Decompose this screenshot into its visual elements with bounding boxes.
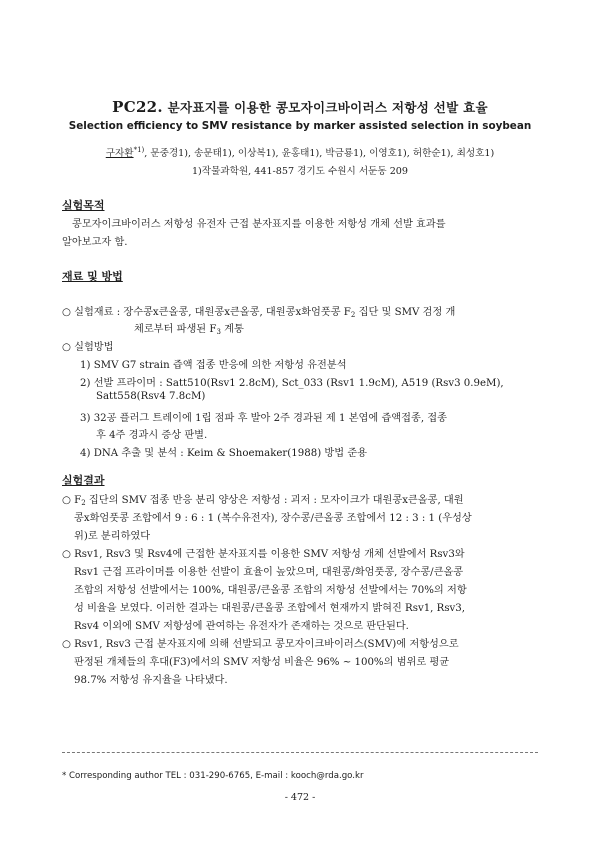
page-number: - 472 - — [284, 792, 316, 803]
material-text-d: 계통 — [220, 324, 244, 335]
material-subscript-2: 3 — [216, 328, 221, 336]
result-2-line-3: 조합의 저항성 선발에서는 100%, 대원콩/큰올콩 조합의 저항성 선발에서는 70%의 저항 — [74, 585, 467, 596]
result-1-subscript: 2 — [81, 499, 86, 507]
material-text-c: 체로부터 파생된 F — [134, 324, 217, 335]
result-2-line-1: ○ Rsv1, Rsv3 및 Rsv4에 근접한 분자표지를 이용한 SMV 저항성 개체 선발에서 Rsv3와 — [62, 549, 465, 560]
footnote-divider — [62, 752, 538, 753]
material-text-b: 집단 및 SMV 검정 개 — [355, 307, 456, 318]
material-text-a: ○ 실험재료 : 장수콩x큰올콩, 대원콩x큰올콩, 대원콩x화엄풋콩 F — [62, 307, 351, 318]
result-1-line-1 — [62, 491, 464, 507]
result-2-line-4: 성 비율을 보였다. 이러한 결과는 대원콩/큰올콩 조합에서 현재까지 밝혀진 Rsv1, Rsv3, — [74, 603, 466, 614]
result-2-line-2: Rsv1 근접 프라이머를 이용한 선발이 효율이 높았으며, 대원콩/화엄풋콩, 장수콩/큰올콩 — [74, 567, 464, 578]
objective-line-1: 콩모자이크바이러스 저항성 유전자 근접 분자표지를 이용한 저항성 개체 선발 효과를 — [72, 219, 446, 230]
section-heading-methods: 재료 및 방법 — [62, 270, 123, 283]
method-step-1: 1) SMV G7 strain 즙액 접종 반응에 의한 저항성 유전분석 — [80, 360, 347, 371]
material-subscript: 2 — [350, 311, 356, 319]
title-korean-text: 분자표지를 이용한 콩모자이크바이러스 저항성 선발 효율 — [167, 100, 488, 115]
methods-label: ○ 실험방법 — [62, 342, 114, 353]
method-step-3b: 후 4주 경과시 증상 판별. — [96, 430, 208, 441]
paper-title-english: Selection efficiency to SMV resistance by marker assisted selection in soybean — [68, 120, 532, 132]
methods-material-line-1 — [62, 303, 455, 319]
method-step-4: 4) DNA 추출 및 분석 : Keim & Shoemaker(1988) 방법 준용 — [80, 448, 368, 459]
result-1-prefix: ○ F — [62, 495, 82, 506]
method-step-3a: 3) 32공 플러그 트레이에 1립 점파 후 발아 2주 경과된 제 1 본엽에 즙액접종, 접종 — [80, 413, 447, 424]
section-heading-objective: 실험목적 — [62, 199, 105, 212]
affiliation: 1)작물과학원, 441-857 경기도 수원시 서둔동 209 — [191, 166, 409, 177]
method-step-2b: Satt558(Rsv4 7.8cM) — [96, 391, 206, 402]
method-step-2a: 2) 선발 프라이머 : Satt510(Rsv1 2.8cM), Sct_033 (Rsv1 1.9cM), A519 (Rsv3 0.9eM), — [80, 378, 504, 389]
corresponding-author-footnote: * Corresponding author TEL : 031-290-6765, E-mail : kooch@rda.go.kr — [62, 771, 364, 781]
other-authors: , 문중경1), 송문태1), 이상복1), 윤홍태1), 박금룡1), 이영호1), 허한순1), 최성호1) — [144, 148, 495, 159]
result-3-line-2: 판정된 개체들의 후대(F3)에서의 SMV 저항성 비율은 96% ~ 100%의 범위로 평균 — [74, 657, 450, 668]
result-3-line-3: 98.7% 저항성 유지율을 나타냈다. — [74, 675, 228, 686]
result-1-text: 집단의 SMV 접종 반응 분리 양상은 저항성 : 괴저 : 모자이크가 대원콩x큰올콩, 대원 — [85, 495, 464, 506]
objective-line-2: 알아보고자 함. — [62, 237, 128, 248]
section-heading-results: 실험결과 — [62, 474, 105, 487]
paper-code: PC22. — [112, 98, 163, 116]
result-3-line-1: ○ Rsv1, Rsv3 근접 분자표지에 의해 선발되고 콩모자이크바이러스(SMV)에 저항성으로 — [62, 639, 459, 650]
result-2-line-5: Rsv4 이외에 SMV 저항성에 관여하는 유전자가 존재하는 것으로 판단된다. — [74, 621, 409, 632]
first-author: 구자환 — [105, 148, 134, 159]
result-1-line-2: 콩x화엄풋콩 조합에서 9 : 6 : 1 (복수유전자), 장수콩/큰올콩 조합에서 12 : 3 : 1 (우성상 — [74, 513, 472, 524]
first-author-mark: *1) — [133, 145, 145, 154]
paper-title-korean — [0, 98, 600, 116]
author-list — [0, 145, 600, 159]
result-1-line-3: 위)로 분리하였다 — [74, 531, 151, 542]
methods-material-line-2 — [134, 320, 244, 336]
